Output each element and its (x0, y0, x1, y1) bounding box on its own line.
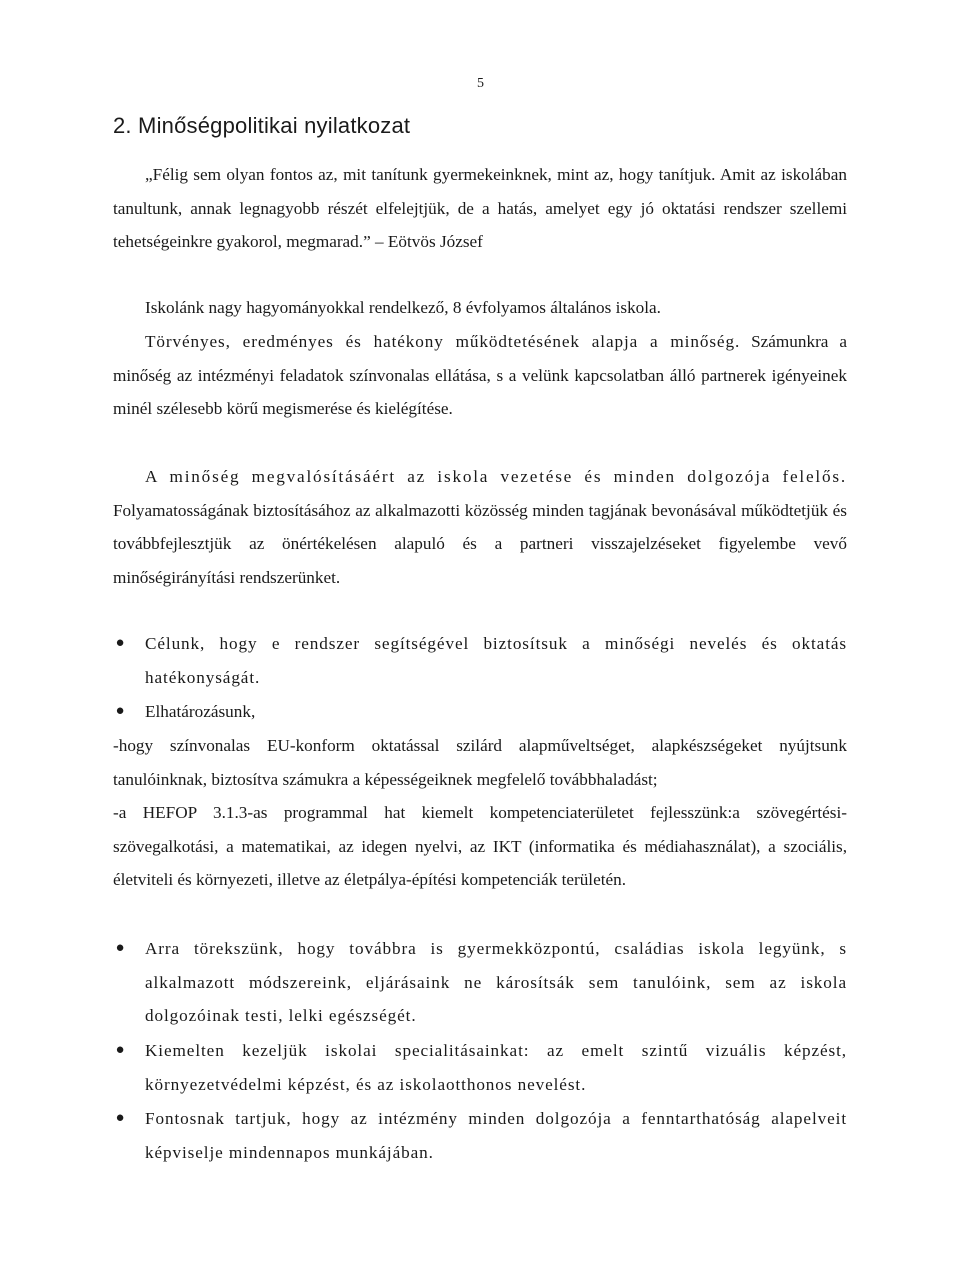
section-heading: 2. Minőségpolitikai nyilatkozat (113, 113, 411, 138)
bullet-dot-icon: ● (115, 1110, 125, 1126)
bullet-dot-icon: ● (115, 635, 125, 651)
bullet-child-centered (113, 932, 847, 1033)
bullet-goal (113, 627, 847, 694)
quality-paragraph (113, 325, 847, 426)
quote-text: „Félig sem olyan fontos az, mit tanítunk gyermekeinknek, mint az, hogy tanítjuk. Amit az iskolában tanultunk, annak legnagyobb részét elfelejtjük, de a hatás, amelyet egy jó oktatási rendszer szellemi tehetségeinkre gyakorol, megmarad.” (113, 165, 847, 251)
page-number: 5 (477, 76, 484, 91)
bullet-dot-icon: ● (115, 940, 125, 956)
responsibility-rest: Folyamatosságának biztosításához az alkalmazotti közösség minden tagjának bevonásával működtetjük és továbbfejlesztjük az önértékelésen alapuló és a partneri visszajelzéseket figyelembe vevő minőségirányítási rendszerünket. (113, 500, 847, 587)
bullet-decision (113, 695, 847, 729)
intro-paragraph (113, 291, 847, 325)
quality-lead: Törvényes, eredményes és hatékony működtetésének alapja a minőség. (145, 332, 741, 351)
bullet-dot-icon: ● (115, 1042, 125, 1058)
decision-eu-line: -hogy színvonalas EU-konform oktatással szilárd alapműveltséget, alapkészségeket nyújtsunk tanulóinknak, biztosítva számukra a képességeiknek megfelelő továbbhaladást; (113, 736, 847, 789)
quote-author: – Eötvös József (375, 232, 483, 251)
quality-rest: Számunkra a minőség az intézményi feladatok színvonalas ellátása, s a velünk kapcsolatban álló partnerek igényeinek minél szélesebb körű megismerése és kielégítése. (113, 332, 848, 418)
quote-paragraph (113, 158, 847, 259)
bullet-decision-text: Elhatározásunk, (145, 702, 256, 721)
responsibility-lead: A minőség megvalósításáért az iskola vezetése és minden dolgozója felelős. (145, 467, 847, 486)
bullet-specialities-text: Kiemelten kezeljük iskolai specialitásainkat: az emelt szintű vizuális képzést, környezetvédelmi képzést, és az iskolaotthonos nevelést. (145, 1041, 847, 1094)
bullet-dot-icon: ● (115, 703, 125, 719)
bullet-sustainability-text: Fontosnak tartjuk, hogy az intézmény minden dolgozója a fenntarthatóság alapelveit képviselje mindennapos munkájában. (145, 1109, 847, 1162)
responsibility-paragraph (113, 460, 847, 594)
intro-text: Iskolánk nagy hagyományokkal rendelkező, 8 évfolyamos általános iskola. (145, 298, 661, 317)
bullet-child-centered-text: Arra törekszünk, hogy továbbra is gyermekközpontú, családias iskola legyünk, s alkalmazott módszereink, eljárásaink ne károsítsák sem tanulóink, sem az iskola dolgozóinak testi, lelki egészségét. (145, 939, 847, 1025)
bullet-goal-text: Célunk, hogy e rendszer segítségével biztosítsuk a minőségi nevelés és oktatás hatékonyságát. (145, 634, 847, 687)
decision-hefop-line: -a HEFOP 3.1.3-as programmal hat kiemelt kompetenciaterületet fejlesszünk:a szövegértési-szövegalkotási, a matematikai, az idegen nyelvi, az IKT (informatika és médiahasználat), a szociális, életviteli és környezeti, illetve az életpálya-építési kompetenciák területén. (113, 803, 847, 889)
bullet-specialities (113, 1034, 847, 1101)
bullet-sustainability (113, 1102, 847, 1169)
